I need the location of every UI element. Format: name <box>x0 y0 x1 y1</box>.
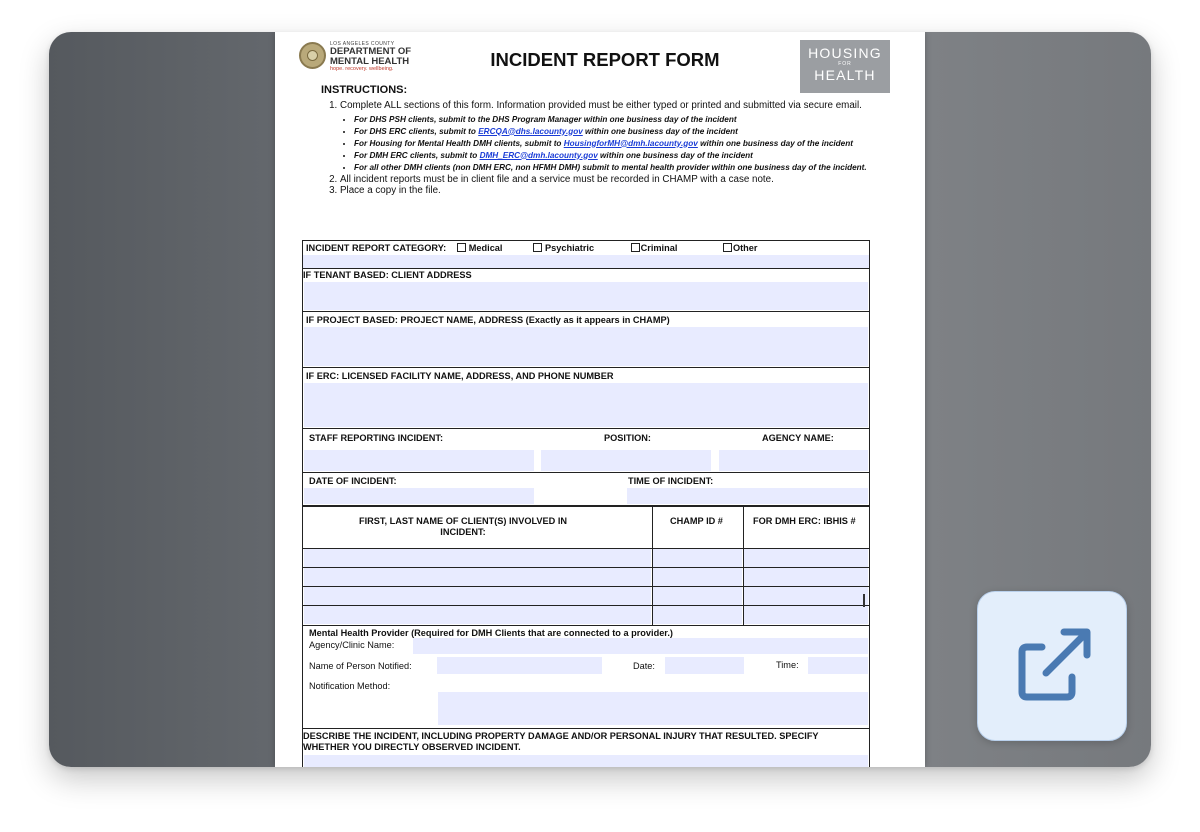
client-name-field[interactable] <box>304 587 651 605</box>
staff-field[interactable] <box>304 450 534 471</box>
ibhis-field[interactable] <box>744 568 868 586</box>
describe-incident-section <box>302 729 870 767</box>
medical-checkbox[interactable] <box>457 243 466 252</box>
position-field[interactable] <box>541 450 711 471</box>
bullet-dhs-psh <box>354 114 879 125</box>
date-label: DATE OF INCIDENT: <box>309 476 397 486</box>
person-notified-label: Name of Person Notified: <box>309 661 412 671</box>
category-row <box>302 240 870 269</box>
bullet-other-dmh <box>354 162 879 173</box>
bullet-text: within one business day of the incident <box>582 126 738 136</box>
agency-clinic-label: Agency/Clinic Name: <box>309 640 395 650</box>
describe-incident-label: DESCRIBE THE INCIDENT, INCLUDING PROPERTY DAMAGE AND/OR PERSONAL INJURY THAT RESULTED. SPECIFY WHETHER YOU DIRECTLY OBSERVED INCIDENT. <box>303 731 819 752</box>
mental-health-provider-section <box>302 626 870 729</box>
email-link-ercqa[interactable]: ERCQA@dhs.lacounty.gov <box>478 126 583 136</box>
bullet-dhs-erc <box>354 126 879 137</box>
instruction-item-1-text: Complete ALL sections of this form. Information provided must be either typed or printed and submitted via secure email. <box>340 100 862 111</box>
mhp-time-field[interactable] <box>808 657 868 674</box>
champ-id-field[interactable] <box>653 606 742 624</box>
project-field[interactable] <box>304 327 868 366</box>
instructions-title: INSTRUCTIONS: <box>321 84 408 96</box>
client-name-field[interactable] <box>304 568 651 586</box>
divider <box>303 506 869 507</box>
position-label: POSITION: <box>604 433 651 443</box>
psychiatric-checkbox[interactable] <box>533 243 542 252</box>
date-field[interactable] <box>304 488 534 504</box>
time-label: TIME OF INCIDENT: <box>628 476 714 486</box>
logo-mental-health-text: MENTAL HEALTH <box>330 55 410 67</box>
mhp-time-label: Time: <box>776 660 799 670</box>
instructions-list <box>319 100 879 197</box>
hh-logo-line3: HEALTH <box>814 67 876 83</box>
logo-county-text: LOS ANGELES COUNTY <box>330 41 395 47</box>
other-option-label: Other <box>732 243 758 253</box>
notification-method-label: Notification Method: <box>309 681 391 691</box>
text-cursor <box>863 594 865 607</box>
logo-department-text: DEPARTMENT OF <box>330 46 412 57</box>
project-label: IF PROJECT BASED: PROJECT NAME, ADDRESS (Exactly as it appears in CHAMP) <box>306 315 670 325</box>
describe-incident-field[interactable] <box>304 755 868 767</box>
tenant-address-row <box>302 268 870 312</box>
ibhis-field[interactable] <box>744 606 868 624</box>
clients-name-header: FIRST, LAST NAME OF CLIENT(S) INVOLVED IN INCIDENT: <box>358 516 568 537</box>
housing-for-health-logo <box>800 40 890 93</box>
mhp-title: Mental Health Provider (Required for DMH Clients that are connected to a provider.) <box>309 628 673 638</box>
agency-clinic-field[interactable] <box>413 638 868 654</box>
open-external-icon <box>978 592 1128 742</box>
bullet-text: For Housing for Mental Health DMH clients, submit to <box>354 138 564 148</box>
staff-row <box>302 429 870 473</box>
instruction-item-1 <box>340 100 879 173</box>
clients-table <box>302 506 870 626</box>
tenant-address-field[interactable] <box>304 282 868 310</box>
email-link-hfmh[interactable]: HousingforMH@dmh.lacounty.gov <box>563 138 698 148</box>
category-field[interactable] <box>303 255 869 268</box>
county-seal-icon <box>299 42 326 69</box>
psychiatric-option-label: Psychiatric <box>545 243 595 253</box>
ibhis-field[interactable] <box>744 549 868 567</box>
champ-id-field[interactable] <box>653 587 742 605</box>
category-label: INCIDENT REPORT CATEGORY: <box>306 243 447 253</box>
open-external-button[interactable] <box>977 591 1127 741</box>
form-header <box>275 32 925 92</box>
agency-label: AGENCY NAME: <box>762 433 834 443</box>
bullet-text: For all other DMH clients (non DMH ERC, non HFMH DMH) submit to mental health provider within one business day of the incident. <box>354 162 867 172</box>
bullet-text: For DHS PSH clients, submit to the DHS Program Manager within one business day of the incident <box>354 114 737 124</box>
dmh-logo <box>299 42 411 73</box>
erc-row <box>302 368 870 429</box>
email-link-dmh-erc[interactable]: DMH_ERC@dmh.lacounty.gov <box>479 150 598 160</box>
hh-logo-line2: FOR <box>838 61 852 67</box>
bullet-dmh-erc <box>354 150 879 161</box>
client-name-field[interactable] <box>304 606 651 624</box>
bullet-text: within one business day of the incident <box>597 150 753 160</box>
champ-id-field[interactable] <box>653 549 742 567</box>
incident-form-grid <box>302 240 870 767</box>
document-page <box>275 32 925 767</box>
bullet-text: For DMH ERC clients, submit to <box>354 150 480 160</box>
instruction-item-3: 3. Place a copy in the file. <box>340 185 879 197</box>
medical-option-label: Medical <box>468 243 503 253</box>
hh-logo-line1: HOUSING <box>808 45 882 61</box>
ibhis-header: FOR DMH ERC: IBHIS # <box>753 516 856 526</box>
champ-id-field[interactable] <box>653 568 742 586</box>
notification-method-field[interactable] <box>438 692 868 725</box>
instruction-item-2: 2. All incident reports must be in client file and a service must be recorded in CHAMP with a case note. <box>340 174 879 186</box>
bullet-text: For DHS ERC clients, submit to <box>354 126 479 136</box>
mhp-date-label: Date: <box>633 661 655 671</box>
erc-field[interactable] <box>304 383 868 427</box>
time-field[interactable] <box>627 488 868 504</box>
category-row-content <box>306 243 757 253</box>
staff-label: STAFF REPORTING INCIDENT: <box>309 433 444 443</box>
bullet-hfmh <box>354 138 879 149</box>
agency-field[interactable] <box>719 450 868 471</box>
project-row <box>302 312 870 368</box>
form-title: INCIDENT REPORT FORM <box>490 49 720 70</box>
ibhis-field[interactable] <box>744 587 868 605</box>
tenant-address-label: IF TENANT BASED: CLIENT ADDRESS <box>303 270 472 280</box>
other-checkbox[interactable] <box>723 243 732 252</box>
submission-bullets <box>340 114 879 173</box>
mhp-date-field[interactable] <box>665 657 744 674</box>
criminal-checkbox[interactable] <box>631 243 640 252</box>
criminal-option-label: Criminal <box>640 243 678 253</box>
champ-id-header: CHAMP ID # <box>670 516 723 526</box>
bullet-text: within one business day of the incident <box>697 138 853 148</box>
client-name-field[interactable] <box>304 549 651 567</box>
person-notified-field[interactable] <box>437 657 602 674</box>
erc-label: IF ERC: LICENSED FACILITY NAME, ADDRESS, AND PHONE NUMBER <box>306 371 614 381</box>
logo-tagline: hope. recovery. wellbeing. <box>330 66 394 72</box>
date-time-row <box>302 473 870 506</box>
